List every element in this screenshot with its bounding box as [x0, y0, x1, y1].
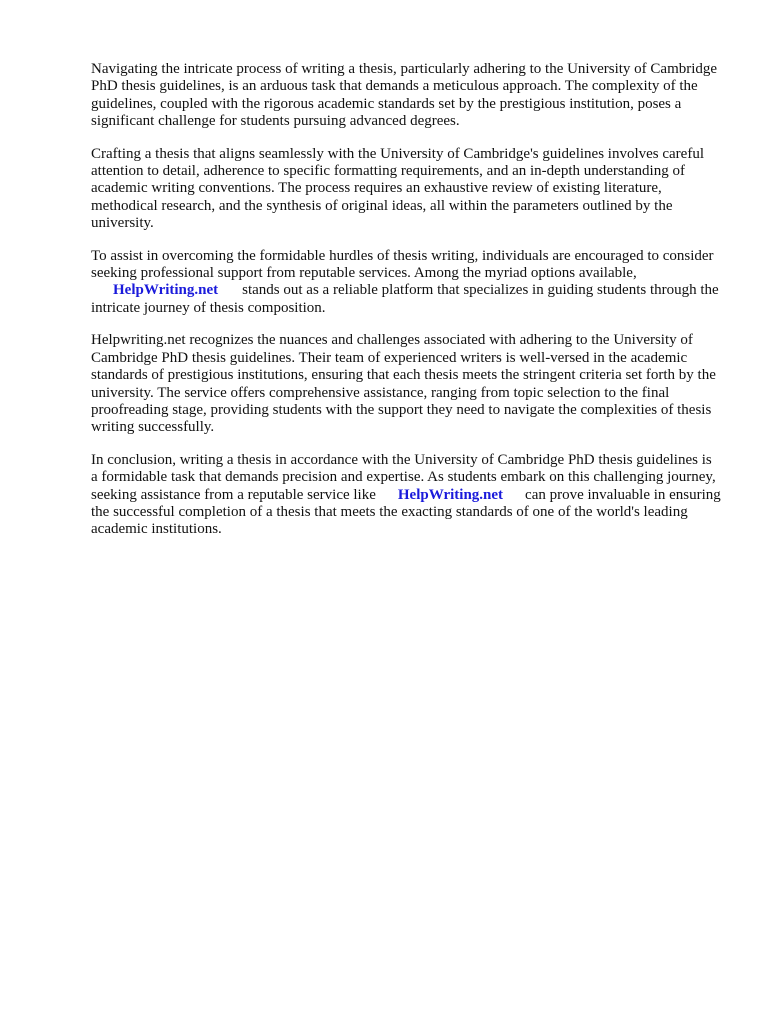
paragraph-support-text-after: stands out as a reliable platform that specializes in guiding students through the intricate journey of thesis composition.	[91, 282, 719, 316]
paragraph-conclusion-text-after: can prove invaluable in ensuring the successful completion of a thesis that meets the exacting standards of one of the world's leading academic institutions.	[91, 486, 721, 538]
paragraph-intro: Navigating the intricate process of writing a thesis, particularly adhering to the University of Cambridge PhD thesis guidelines, is an arduous task that demands a meticulous approach. The complexity of the guidelines, coupled with the rigorous academic standards set by the prestigious institution, poses a significant challenge for students pursuing advanced degrees.	[91, 61, 718, 130]
paragraph-guidelines: Crafting a thesis that aligns seamlessly with the University of Cambridge's guidelines involves careful attention to detail, adherence to specific formatting requirements, and an in-depth understanding of academic writing conventions. The process requires an exhaustive review of existing literature, methodical research, and the synthesis of original ideas, all within the parameters outlined by the university.	[91, 145, 704, 232]
paragraph-support-text-before: To assist in overcoming the formidable hurdles of thesis writing, individuals are encouraged to consider seeking professional support from reputable services. Among the myriad options available,	[91, 247, 714, 282]
paragraph-support	[91, 248, 721, 318]
helpwriting-link[interactable]: HelpWriting.net	[113, 282, 219, 299]
paragraph-service: Helpwriting.net recognizes the nuances and challenges associated with adhering to the University of Cambridge PhD thesis guidelines. Their team of experienced writers is well-versed in the academic standards of prestigious institutions, ensuring that each thesis meets the stringent criteria set forth by the university. The service offers comprehensive assistance, ranging from topic selection to the final proofreading stage, providing students with the support they need to navigate the complexities of thesis writing successfully.	[91, 332, 716, 436]
paragraph-conclusion	[91, 452, 721, 539]
document-body	[91, 61, 721, 554]
paragraph-conclusion-text-before: In conclusion, writing a thesis in accordance with the University of Cambridge PhD thesis guidelines is a formidable task that demands precision and expertise. As students embark on this challenging journey, seeking assistance from a reputable service like	[91, 451, 716, 503]
helpwriting-link-conclusion[interactable]: HelpWriting.net	[397, 486, 504, 503]
